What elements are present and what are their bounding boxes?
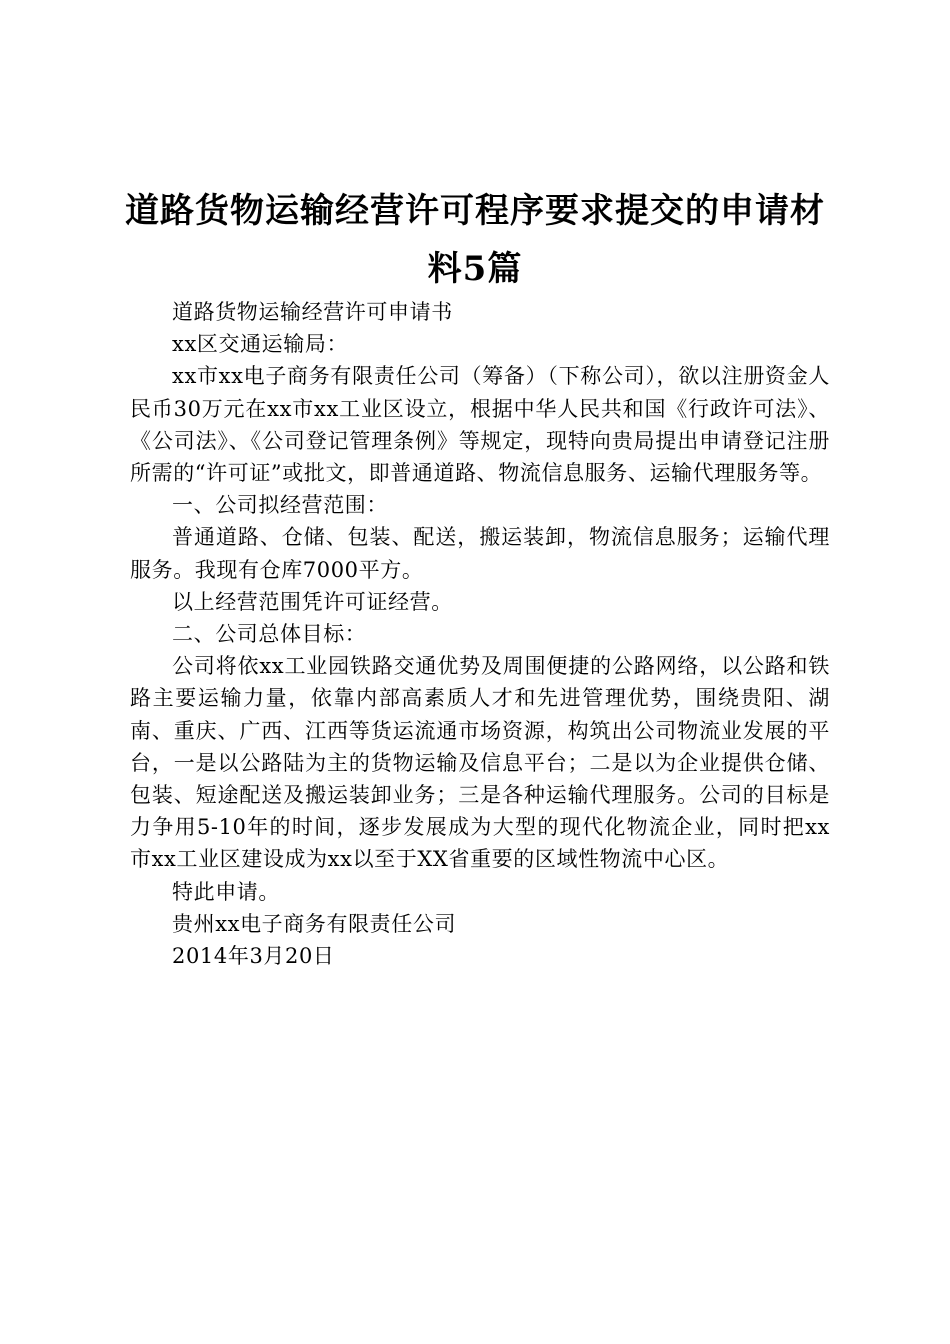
signatory: 贵州xx电子商务有限责任公司 — [172, 911, 457, 936]
section-heading-scope: 一、公司拟经营范围： — [172, 493, 388, 518]
scope-paragraph: 普通道路、仓储、包装、配送，搬运装卸，物流信息服务；运输代理服务。我现有仓库7000平方。 — [130, 525, 830, 582]
letter-heading: 道路货物运输经营许可申请书 — [172, 300, 453, 324]
title-line-2: 料5篇 — [427, 249, 523, 289]
document-body — [130, 296, 830, 972]
title-line-1: 道路货物运输经营许可程序要求提交的申请材 — [125, 191, 825, 231]
date: 2014年3月20日 — [172, 944, 335, 969]
intro-paragraph: xx市xx电子商务有限责任公司（筹备）（下称公司），欲以注册资金人民币30万元在xx市xx工业区设立，根据中华人民共和国《行政许可法》、《公司法》、《公司登记管理条例》等规定，现特向贵局提出申请登记注册所需的“许可证”或批文，即普通道路、物流信息服务、运输代理服务等。 — [130, 364, 830, 486]
goals-paragraph: 公司将依xx工业园铁路交通优势及周围便捷的公路网络，以公路和铁路主要运输力量，依靠内部高素质人才和先进管理优势，围绕贵阳、湖南、重庆、广西、江西等货运流通市场资源，构筑出公司物流业发展的平台，一是以公路陆为主的货物运输及信息平台；二是以为企业提供仓储、包装、短途配送及搬运装卸业务；三是各种运输代理服务。公司的目标是力争用5-10年的时间，逐步发展成为大型的现代化物流企业，同时把xx市xx工业区建设成为xx以至于XX省重要的区域性物流中心区。 — [130, 654, 830, 872]
section-heading-goals: 二、公司总体目标： — [172, 622, 367, 647]
scope-note: 以上经营范围凭许可证经营。 — [172, 589, 453, 614]
addressee: xx区交通运输局： — [172, 332, 349, 357]
document-title — [120, 182, 830, 298]
closing-phrase: 特此申请。 — [172, 879, 280, 904]
